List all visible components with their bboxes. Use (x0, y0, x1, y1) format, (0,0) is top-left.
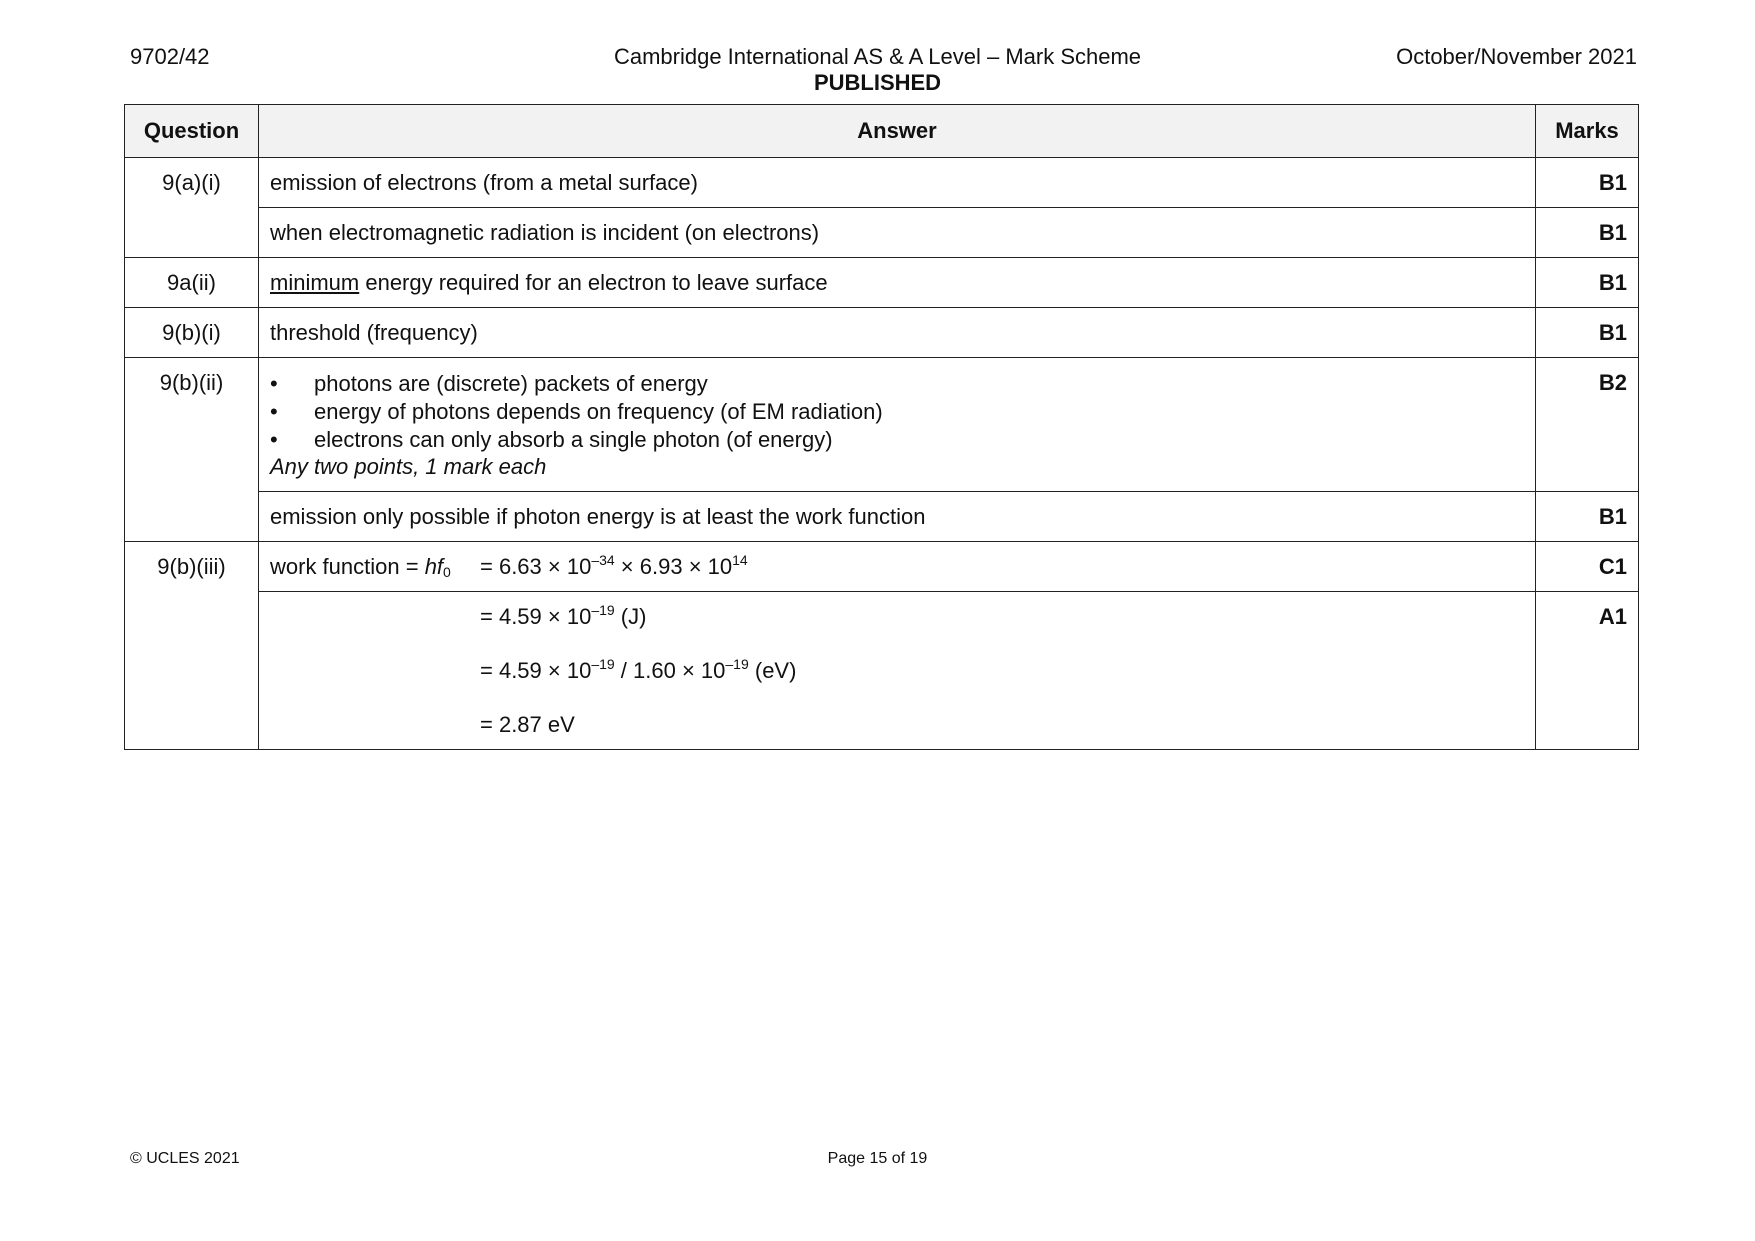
marks-cell: B2 (1536, 358, 1639, 492)
paper-code: 9702/42 (130, 44, 210, 69)
table-row (125, 542, 1639, 592)
answer-cell: when electromagnetic radiation is incident (on electrons) (259, 208, 1536, 258)
table-row (125, 308, 1639, 358)
answer-header: Answer (259, 105, 1536, 158)
table-row (125, 258, 1639, 308)
calc-text: (J) (614, 604, 647, 629)
question-header: Question (125, 105, 259, 158)
calc-text: = 4.59 × 10 (480, 658, 592, 683)
equation-rhs (480, 554, 748, 580)
question-cell: 9(b)(ii) (125, 358, 259, 542)
answer-cell (259, 358, 1536, 492)
table-row (125, 158, 1639, 208)
rhs-part: × 6.93 × 10 (614, 554, 733, 579)
marks-cell: B1 (1536, 308, 1639, 358)
marks-cell: C1 (1536, 542, 1639, 592)
answer-cell (259, 258, 1536, 308)
question-cell: 9(a)(i) (125, 158, 259, 258)
rhs-part: = 6.63 × 10 (480, 554, 592, 579)
question-cell: 9(b)(i) (125, 308, 259, 358)
exponent: 14 (732, 552, 748, 568)
list-item: • photons are (discrete) packets of energy (270, 370, 1524, 398)
answer-cell: emission only possible if photon energy is at least the work function (259, 492, 1536, 542)
list-item: • energy of photons depends on frequency (of EM radiation) (270, 398, 1524, 426)
answer-text: energy required for an electron to leave surface (359, 270, 828, 295)
exponent: –34 (591, 552, 615, 568)
question-cell: 9(b)(iii) (125, 542, 259, 750)
exponent: –19 (591, 602, 615, 618)
list-item: • electrons can only absorb a single photon (of energy) (270, 426, 1524, 454)
answer-cell: emission of electrons (from a metal surface) (259, 158, 1536, 208)
answer-cell: threshold (frequency) (259, 308, 1536, 358)
exam-session: October/November 2021 (1396, 44, 1637, 69)
marking-note: Any two points, 1 mark each (270, 454, 547, 479)
work-function-equation (270, 554, 1524, 580)
equation-lhs (270, 554, 480, 580)
table-row (125, 208, 1639, 258)
calc-text: / 1.60 × 10 (614, 658, 726, 683)
calc-line: = 2.87 eV (480, 712, 575, 737)
bullet-list (270, 370, 1524, 454)
calc-line (270, 658, 1524, 684)
table-header-row (125, 105, 1639, 158)
title-text: Cambridge International AS & A Level – Mark Scheme (613, 44, 1142, 69)
calc-line (270, 604, 1524, 630)
marks-cell: B1 (1536, 158, 1639, 208)
lhs-symbol: hf (424, 554, 444, 579)
table-row (125, 358, 1639, 492)
answer-cell (259, 592, 1536, 750)
page-number: Page 15 of 19 (827, 1150, 928, 1167)
calc-text: (eV) (748, 658, 797, 683)
mark-scheme-table (124, 104, 1639, 750)
marks-cell: B1 (1536, 208, 1639, 258)
marks-cell: A1 (1536, 592, 1639, 750)
question-cell: 9a(ii) (125, 258, 259, 308)
marks-cell: B1 (1536, 258, 1639, 308)
lhs-subscript: 0 (443, 564, 451, 580)
table-row (125, 592, 1639, 750)
answer-cell (259, 542, 1536, 592)
copyright: © UCLES 2021 (130, 1150, 240, 1167)
exponent: –19 (725, 656, 749, 672)
marks-header: Marks (1536, 105, 1639, 158)
exponent: –19 (591, 656, 615, 672)
table-row (125, 492, 1639, 542)
marks-cell: B1 (1536, 492, 1639, 542)
underlined-keyword: minimum (270, 270, 360, 295)
calc-text: = 4.59 × 10 (480, 604, 592, 629)
lhs-text: work function = (270, 554, 425, 579)
published-label: PUBLISHED (813, 70, 942, 95)
